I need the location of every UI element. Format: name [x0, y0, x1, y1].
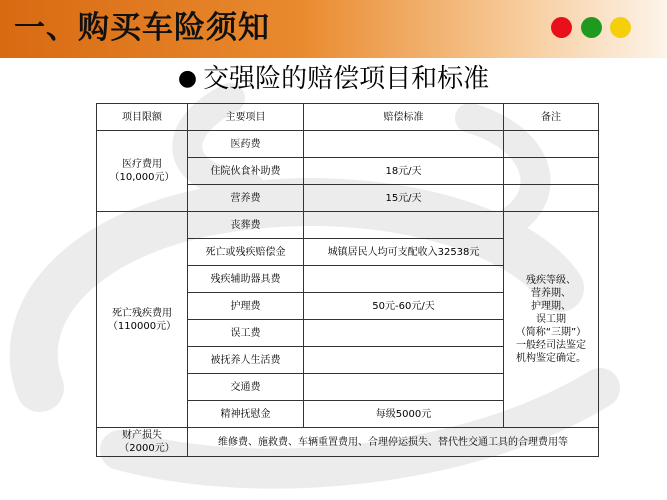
item-cell: 住院伙食补助费: [188, 158, 304, 185]
standard-cell: 15元/天: [304, 185, 504, 212]
item-cell: 被抚养人生活费: [188, 347, 304, 374]
green-dot-icon: [581, 17, 602, 38]
item-cell: 交通费: [188, 374, 304, 401]
category-limit: （10,000元）: [109, 172, 175, 183]
standard-cell: 50元-60元/天: [304, 293, 504, 320]
page-title: 一、购买车险须知: [14, 10, 270, 46]
item-cell: 误工费: [188, 320, 304, 347]
red-dot-icon: [551, 17, 572, 38]
table-row: [97, 212, 599, 239]
note-cell: [504, 158, 599, 185]
item-cell: 残疾辅助器具费: [188, 266, 304, 293]
note-line: （简称“三期”）: [515, 327, 587, 338]
standard-cell: [304, 266, 504, 293]
table-row: [97, 428, 599, 457]
standard-cell: 18元/天: [304, 158, 504, 185]
column-header: 备注: [504, 104, 599, 131]
column-header: 项目限额: [97, 104, 188, 131]
table-row: [97, 131, 599, 158]
property-description: 维修费、施救费、车辆重置费用、合理停运损失、替代性交通工具的合理费用等: [188, 428, 599, 457]
note-cell-death: [504, 212, 599, 428]
bullet-icon: ●: [177, 66, 198, 91]
category-medical: [97, 131, 188, 212]
item-cell: 医药费: [188, 131, 304, 158]
category-property: [97, 428, 188, 457]
note-line: 营养期、: [531, 288, 571, 299]
category-name: 死亡残疾费用: [112, 307, 172, 319]
note-line: 误工期: [536, 314, 566, 325]
standard-cell: 城镇居民人均可支配收入32538元: [304, 239, 504, 266]
category-name: 财产损失: [122, 430, 162, 441]
table-header-row: [97, 104, 599, 131]
note-line: 机构鉴定确定。: [516, 353, 586, 364]
column-header: 赔偿标准: [304, 104, 504, 131]
note-cell: [504, 131, 599, 158]
category-name: 医疗费用: [122, 159, 162, 170]
note-cell: [504, 185, 599, 212]
item-cell: 丧葬费: [188, 212, 304, 239]
subtitle-text: 交强险的赔偿项目和标准: [203, 64, 490, 94]
category-death-disability: [97, 212, 188, 428]
standard-cell: [304, 374, 504, 401]
category-limit: （2000元）: [119, 443, 175, 454]
yellow-dot-icon: [610, 17, 631, 38]
column-header: 主要项目: [188, 104, 304, 131]
note-line: 护理期、: [531, 301, 571, 312]
item-cell: 死亡或残疾赔偿金: [188, 239, 304, 266]
item-cell: 营养费: [188, 185, 304, 212]
note-line: 一般经司法鉴定: [516, 340, 586, 351]
item-cell: 精神抚慰金: [188, 401, 304, 428]
subtitle: [0, 60, 667, 98]
standard-cell: [304, 212, 504, 239]
note-line: 残疾等级、: [526, 275, 576, 286]
category-limit: （110000元）: [107, 320, 177, 332]
standard-cell: [304, 320, 504, 347]
standard-cell: 每级5000元: [304, 401, 504, 428]
standard-cell: [304, 347, 504, 374]
compensation-table: [96, 103, 599, 457]
standard-cell: [304, 131, 504, 158]
item-cell: 护理费: [188, 293, 304, 320]
